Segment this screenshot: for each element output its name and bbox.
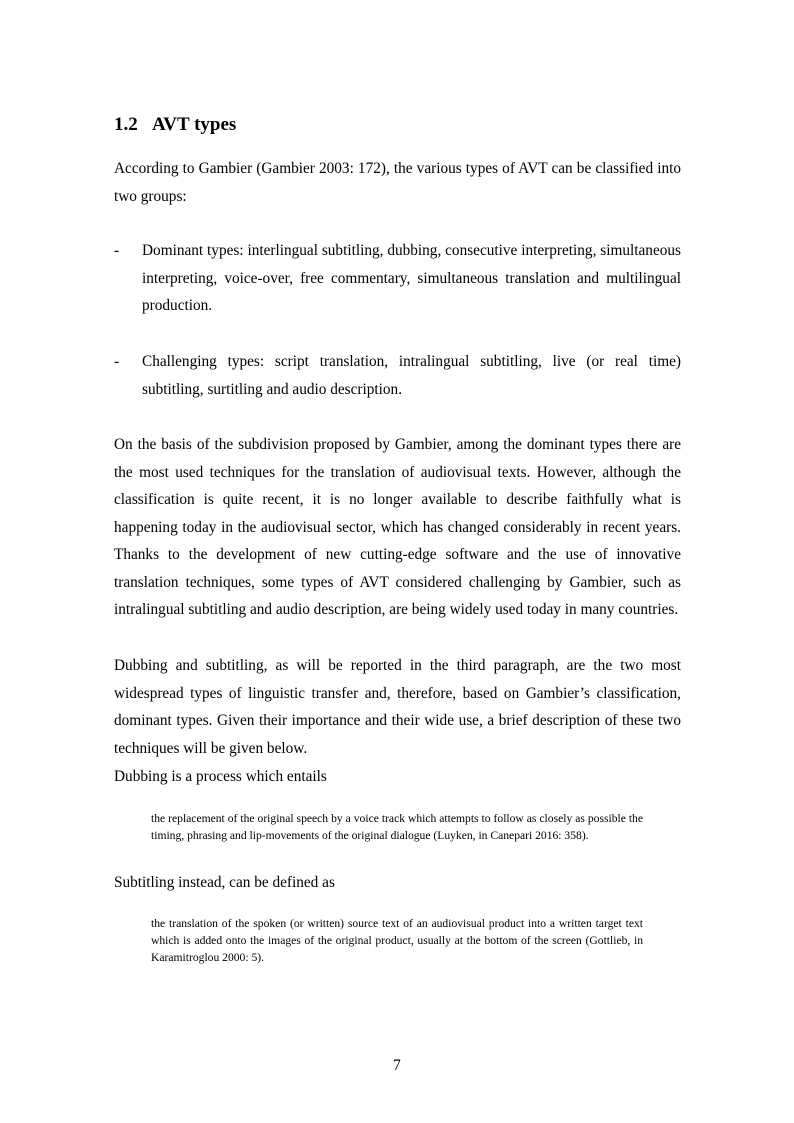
bullet-text: Dominant types: interlingual subtitling, dubbing, consecutive interpreting, simultaneous interpreting, voice-over, free commentary, simultaneous translation and multilingual production.: [142, 242, 681, 314]
dubbing-block-quote: the replacement of the original speech by a voice track which attempts to follow as closely as possible the timing, phrasing and lip-movements of the original dialogue (Luyken, in Canepari 2016: 358).: [151, 812, 643, 843]
page-number: 7: [393, 1057, 401, 1074]
bullet-marker: -: [114, 242, 120, 259]
section-title: AVT types: [152, 114, 237, 135]
intro-paragraph: According to Gambier (Gambier 2003: 172), the various types of AVT can be classified into two groups:: [114, 160, 681, 205]
subtitling-lead: Subtitling instead, can be defined as: [114, 874, 335, 891]
section-number: 1.2: [114, 114, 138, 135]
bullet-item-dominant: [114, 237, 681, 320]
section-heading: [114, 114, 236, 136]
body-paragraph-gambier: On the basis of the subdivision proposed by Gambier, among the dominant types there are the most used techniques for the translation of audiovisual texts. However, although the classification is quite recent, it is no longer available to describe faithfully what is happening today in the audiovisual sector, which has changed considerably in recent years. Thanks to the development of new cutting-edge software and the use of innovative translation techniques, some types of AVT considered challenging by Gambier, such as intralingual subtitling and audio description, are being widely used today in many countries.: [114, 436, 681, 618]
subtitling-block-quote: the translation of the spoken (or written) source text of an audiovisual product into a written target text which is added onto the images of the original product, usually at the bottom of the screen (Gottlieb, in Karamitroglou 2000: 5).: [151, 917, 643, 965]
bullet-item-challenging: [114, 348, 681, 403]
body-paragraph-dubbing-subtitling: Dubbing and subtitling, as will be reported in the third paragraph, are the two most widespread types of linguistic transfer and, therefore, based on Gambier’s classification, dominant types. Given their importance and their wide use, a brief description of these two techniques will be given below.: [114, 657, 681, 757]
dubbing-lead: Dubbing is a process which entails: [114, 768, 327, 785]
bullet-text: Challenging types: script translation, intralingual subtitling, live (or real time) subtitling, surtitling and audio description.: [142, 353, 681, 398]
bullet-marker: -: [114, 353, 120, 370]
